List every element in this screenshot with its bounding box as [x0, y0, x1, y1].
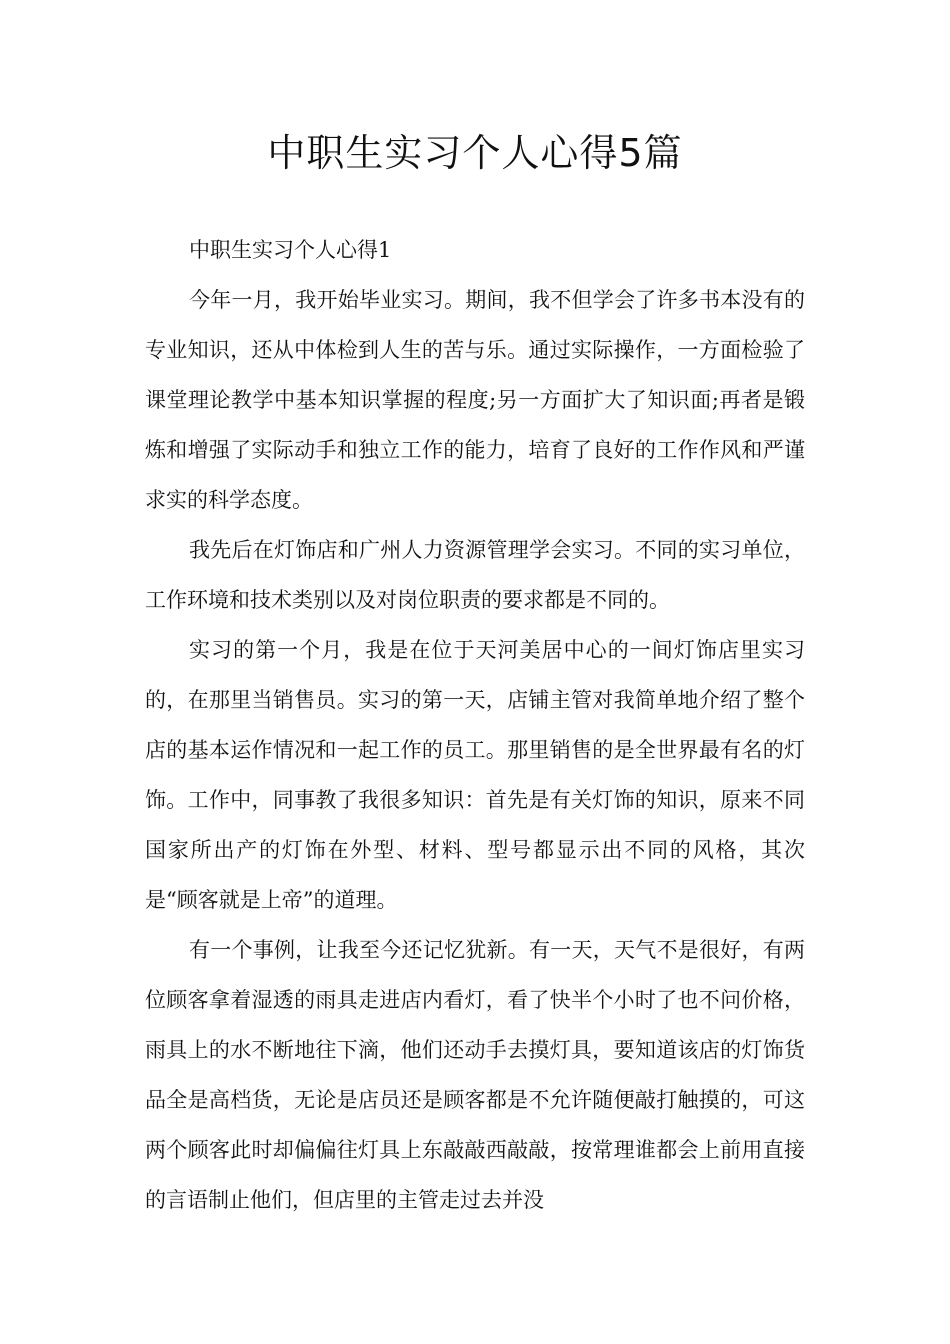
- paragraph-2: 我先后在灯饰店和广州人力资源管理学会实习。不同的实习单位，工作环境和技术类别以及对岗位职责的要求都是不同的。: [145, 538, 805, 612]
- paragraph-1: 今年一月，我开始毕业实习。期间，我不但学会了许多书本没有的专业知识，还从中体检到人生的苦与乐。通过实际操作，一方面检验了课堂理论教学中基本知识掌握的程度;另一方面扩大了知识面;再者是锻炼和增强了实际动手和独立工作的能力，培育了良好的工作作风和严谨求实的科学态度。: [145, 288, 805, 512]
- paragraph-3: 实习的第一个月，我是在位于天河美居中心的一间灯饰店里实习的，在那里当销售员。实习的第一天，店铺主管对我简单地介绍了整个店的基本运作情况和一起工作的员工。那里销售的是全世界最有名的灯饰。工作中，同事教了我很多知识：首先是有关灯饰的知识，原来不同国家所出产的灯饰在外型、材料、型号都显示出不同的风格，其次是“顾客就是上帝”的道理。: [145, 638, 805, 912]
- paragraph-4: 有一个事例，让我至今还记忆犹新。有一天，天气不是很好，有两位顾客拿着湿透的雨具走进店内看灯，看了快半个小时了也不问价格，雨具上的水不断地往下滴，他们还动手去摸灯具，要知道该店的灯饰货品全是高档货，无论是店员还是顾客都是不允许随便敲打触摸的，可这两个顾客此时却偏偏往灯具上东敲敲西敲敲，按常理谁都会上前用直接的言语制止他们，但店里的主管走过去并没: [145, 938, 805, 1212]
- section-heading: 中职生实习个人心得1: [189, 238, 392, 262]
- document-body: [145, 225, 805, 1225]
- document-title: 中职生实习个人心得5篇: [267, 131, 683, 175]
